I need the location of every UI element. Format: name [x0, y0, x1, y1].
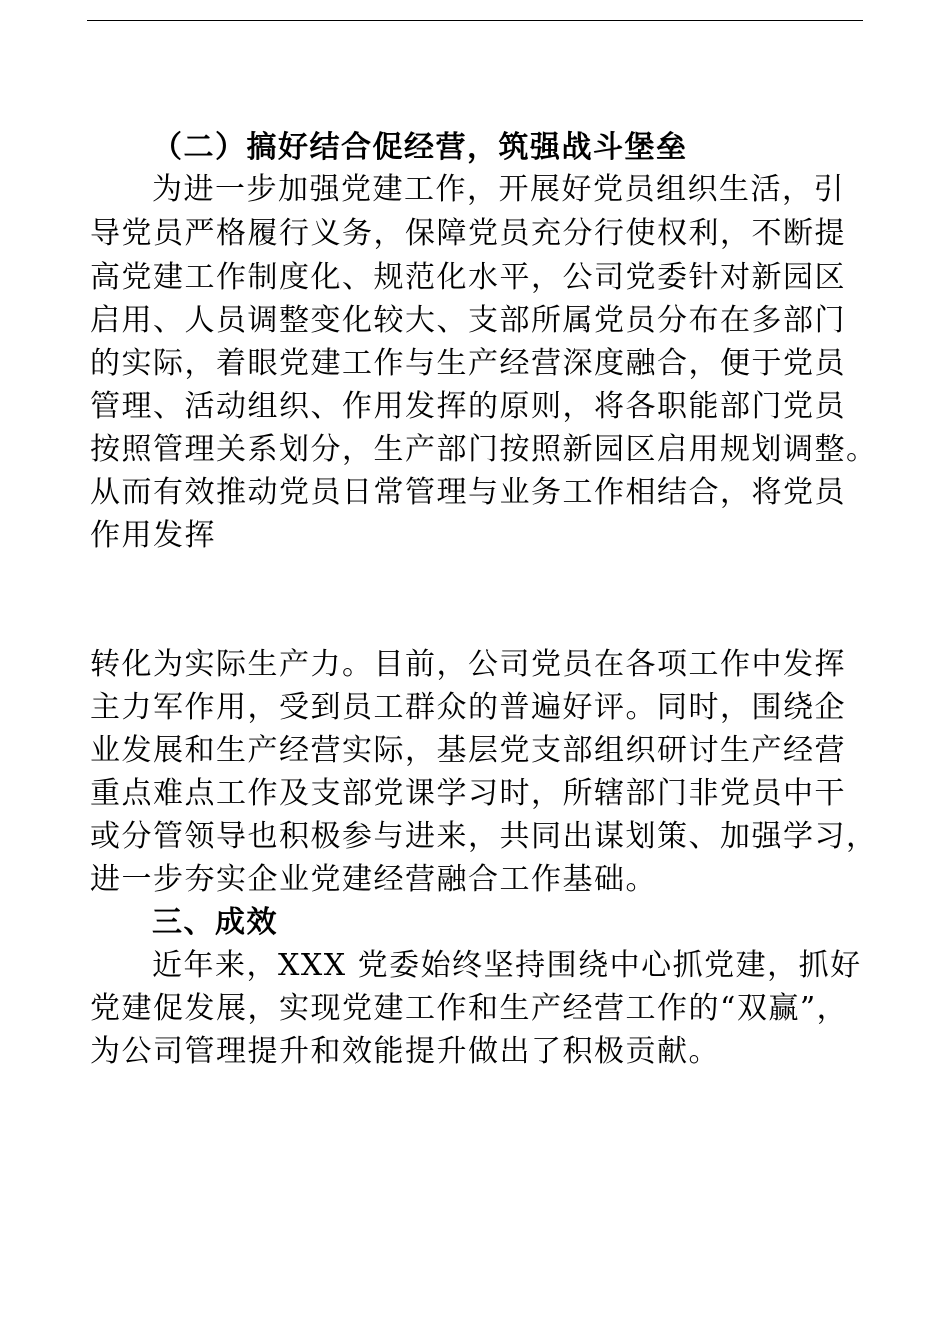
paragraph-line: 重点难点工作及支部党课学习时，所辖部门非党员中干 [90, 776, 846, 811]
section-heading: 三、成效 [152, 905, 278, 940]
paragraph-line: 转化为实际生产力。目前，公司党员在各项工作中发挥 [90, 647, 846, 682]
paragraph-line: 主力军作用，受到员工群众的普遍好评。同时，围绕企 [90, 690, 846, 725]
paragraph-line: 导党员严格履行义务，保障党员充分行使权利，不断提 [90, 216, 846, 251]
paragraph-line: 为公司管理提升和效能提升做出了积极贡献。 [90, 1034, 720, 1069]
paragraph-line: 的实际，着眼党建工作与生产经营深度融合，便于党员 [90, 346, 846, 381]
paragraph-line: 进一步夯实企业党建经营融合工作基础。 [90, 862, 657, 897]
paragraph-line: 高党建工作制度化、规范化水平，公司党委针对新园区 [90, 260, 846, 295]
paragraph-line: 近年来，XXX 党委始终坚持围绕中心抓党建，抓好 [152, 948, 862, 983]
paragraph-line: 管理、活动组织、作用发挥的原则，将各职能部门党员 [90, 389, 846, 424]
paragraph-line: 从而有效推动党员日常管理与业务工作相结合，将党员 [90, 475, 846, 510]
paragraph-line: 作用发挥 [90, 518, 216, 553]
paragraph-line: 业发展和生产经营实际，基层党支部组织研讨生产经营 [90, 733, 846, 768]
paragraph-line: 启用、人员调整变化较大、支部所属党员分布在多部门 [90, 303, 846, 338]
section-heading: （二）搞好结合促经营，筑强战斗堡垒 [152, 130, 688, 165]
paragraph-line: 按照管理关系划分，生产部门按照新园区启用规划调整。 [90, 432, 878, 467]
paragraph-line: 党建促发展，实现党建工作和生产经营工作的“双赢”， [90, 991, 849, 1026]
paragraph-line: 为进一步加强党建工作，开展好党员组织生活，引 [152, 172, 845, 207]
header-rule [87, 20, 863, 21]
paragraph-line: 或分管领导也积极参与进来，共同出谋划策、加强学习， [90, 819, 878, 854]
